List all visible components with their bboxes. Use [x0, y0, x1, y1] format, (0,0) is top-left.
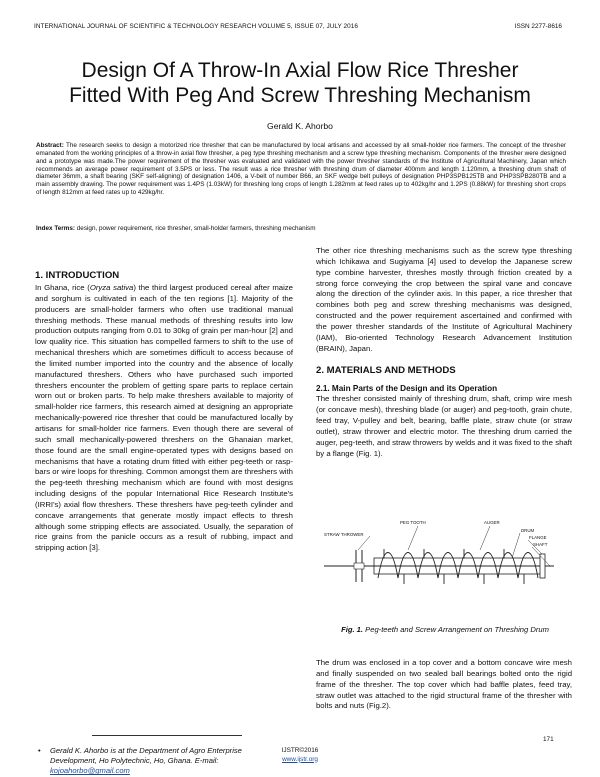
footnote-email-link[interactable]: kojoahorbo@gmail.com [50, 766, 130, 776]
title-line-1: Design Of A Throw-In Axial Flow Rice Thresher [81, 59, 519, 82]
methods-subheading: 2.1. Main Parts of the Design and its Operation [316, 384, 498, 394]
index-terms [36, 225, 566, 233]
footnote-text: Gerald K. Ahorbo is at the Department of Agro Enterprise Development, Ho Polytechnic, Ho, Ghana. [50, 746, 242, 766]
methods-heading: 2. MATERIALS AND METHODS [316, 365, 456, 377]
abstract-label: Abstract: [36, 142, 64, 149]
journal-header: INTERNATIONAL JOURNAL OF SCIENTIFIC & TECHNOLOGY RESEARCH VOLUME 5, ISSUE 07, JULY 2016 [34, 23, 358, 30]
label-flange: FLANGE [529, 535, 547, 540]
footer-code: IJSTR©2016 [281, 747, 319, 754]
title-line-2: Fitted With Peg And Screw Threshing Mechanism [69, 84, 531, 107]
index-terms-text: design, power requirement, rice thresher, small-holder farmers, threshing mechanism [76, 225, 316, 232]
label-straw-thrower: STRAW THROWER [324, 532, 364, 537]
author-name: Gerald K. Ahorbo [267, 121, 333, 131]
label-shaft: SHAFT [533, 542, 548, 547]
intro-p1-italic: Oryza sativa [89, 283, 134, 292]
straw-thrower-hub [354, 563, 364, 569]
footnote-divider [92, 735, 242, 736]
index-terms-label: Index Terms: [36, 225, 76, 232]
intro-paragraph-1 [35, 283, 293, 554]
intro-paragraph-2: The other rice threshing mechanisms such as the screw type threshing which Ichikawa and Sugiyama [4] used to develop the Japanese screw type combine harvester, threshes mostly through friction created by a strong force conveying the crop between the spiral vane and concave along the direction of the cylinder axis. In this paper, a rice thresher that combines both peg and screw threshing mechanisms was designed, constructed and the power requirement ascertained and confirmed with the power thresher standards of the Institute of Agricultural Machinery (IAM), Bio-oriented Technology Research Advancement Institution (BRAIN), Japan. [316, 246, 572, 353]
footnote-email-label: E-mail: [194, 756, 219, 766]
figure-1-caption [318, 625, 572, 635]
figure-caption-label: Fig. 1. [341, 625, 364, 634]
intro-p1-rest: ) the third largest produced cereal after maize and sorghum is cultivated in each of the ten regions [1]. Majority of the producers are small-holder farmers who often use traditional manual threshing methods. These manual methods of threshing results into low production outputs ranging from 0.01 to 30kg of grain per man-hour [2] and low quality rice. This situation has compelled farmers to shift to the use of mechanical threshers which are sometimes difficult to access because of the limited number imported into the country and the absence of locally manufactured threshers. Others who have purchased such imported threshers encounter the problem of getting spare parts to replace certain worn out or broken parts. To help make threshers available to majority of small-holder rice farmers, this research aimed at designing an appropriate mechanically-powered rice thresher that could be manufactured locally by artisans for small-holder rice farmers. Even though there are several of such small mechanically-powered threshers on the Ghanaian market, those found are the small engine-operated types with designs based on mechanisms that have a rotating drum fitted with either peg-teeth or rasp-bars or wire loops for threshing. Common amongst them are threshers with the peg-teeth threshing mechanism which are found with most designs including designs of the popular International Rice Research Institute's (IRRI's) axial flow threshers. These threshers have peg-teeth cylinder and concave arrangements that generate mostly impact effects to thresh although some stripping effects are associated. Usually, the separation of rice grains from the panicle occurs as a result of rubbing, impact and stripping action [3]. [35, 283, 293, 553]
intro-heading: 1. INTRODUCTION [35, 270, 120, 281]
footnote-bullet: • [38, 746, 41, 755]
abstract-text: The research seeks to design a motorized rice thresher that can be manufactured by local artisans and accessed by all small-holder rice farmers. The concept of the thresher emanated from the working principles of a throw-in axial flow thresher, a peg type threshing mechanism and a screw type threshing mechanism. Components of the thresher were designed and a prototype was made.The power requirement of the thresher was evaluated and validated with the power thresher standards of the Institute of Agricultural Machinery, Japan which recommends an average power requirement of 3.5PS or less. The result was a rice thresher with threshing drum of diameter 400mm and length 1.120mm, a threshing drum shaft of diameter 36mm, a shaft bearing (SKF self-aligning) of designation 1406, a V-belt of number B66, an SKF wedge belt pulleys of designation PHP3SPB125TB and PHP3SPB280TB and a main assembly drawing. The power requirement was 1.4PS (1.03kW) for threshing long crops of length 1.282mm at feed rates up to 402kg/hr and 1.2PS (0.88kW) for threshing short crops of length 812mm at feed rates up to 429kg/hr. [36, 142, 566, 197]
right-column [316, 246, 572, 460]
page-footer [0, 747, 600, 764]
label-drum: DRUM [521, 528, 535, 533]
methods-paragraph-2-block [316, 658, 572, 712]
methods-paragraph-2: The drum was enclosed in a top cover and a bottom concave wire mesh and finally suspended on two sealed ball bearings bolted onto the rigid frame of the thresher. The top cover which had baffle plates, feed tray, straw outlet was attached to the rigid structural frame of the thresher with bolts and nuts (Fig.2). [316, 658, 572, 711]
methods-paragraph-1: The thresher consisted mainly of threshing drum, shaft, crimp wire mesh (or concave mesh), threshing blade (or auger) and peg-tooth, grain chute, feed tray, V-pulley and belt, bearing, baffle plate, straw chute (or straw outlet), straw thrower and electric motor. The threshing drum carried the auger, peg-teeth, and straw throwers by welds and it was fixed to the shaft by a flange (Fig. 1). [316, 394, 572, 458]
paper-title [30, 58, 570, 108]
figure-caption-text: Peg-teeth and Screw Arrangement on Threshing Drum [365, 625, 549, 634]
abstract [36, 142, 566, 197]
figure-1-diagram [318, 514, 572, 614]
footer-url-link[interactable]: www.ijstr.org [282, 755, 318, 763]
left-column [35, 270, 293, 554]
label-peg-tooth: PEG TOOTH [400, 520, 426, 525]
page-number: 171 [543, 736, 554, 743]
issn-label: ISSN 2277-8616 [514, 23, 562, 30]
intro-p1-start: In Ghana, rice ( [35, 283, 90, 292]
label-auger: AUGER [484, 520, 500, 525]
flange-shape [540, 554, 545, 578]
